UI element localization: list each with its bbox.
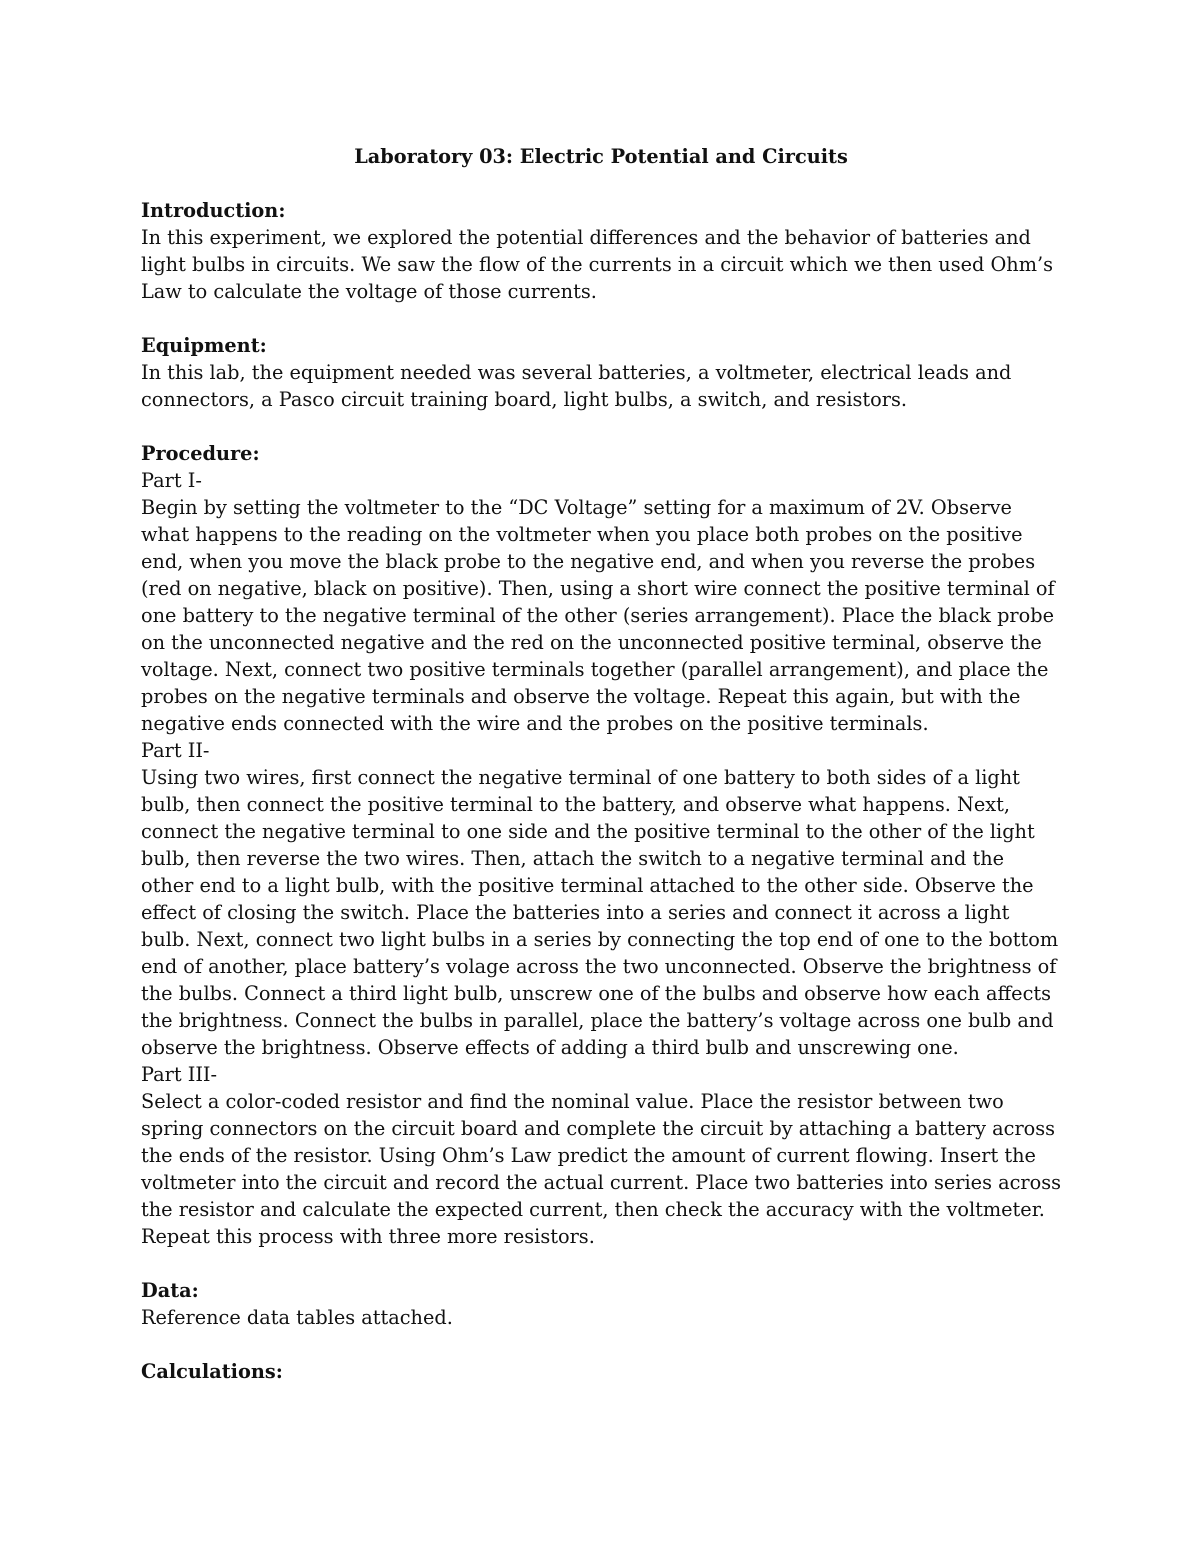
introduction-section [141, 197, 1061, 305]
data-text: Reference data tables attached. [141, 1306, 453, 1329]
document-body [141, 143, 1061, 1385]
procedure-section [141, 440, 1061, 1250]
equipment-section [141, 332, 1061, 413]
calculations-section [141, 1358, 1061, 1385]
introduction-text: In this experiment, we explored the potential differences and the behavior of batteries and light bulbs in circuits. We saw the flow of the currents in a circuit which we then used Ohm’s Law to calculate the voltage of those currents. [141, 226, 1053, 303]
procedure-part-1-text: Begin by setting the voltmeter to the “DC Voltage” setting for a maximum of 2V. Observe what happens to the reading on the voltmeter when you place both probes on the positive end, when you move the black probe to the negative end, and when you reverse the probes (red on negative, black on positive). Then, using a short wire connect the positive terminal of one battery to the negative terminal of the other (series arrangement). Place the black probe on the unconnected negative and the red on the unconnected positive terminal, observe the voltage. Next, connect two positive terminals together (parallel arrangement), and place the probes on the negative terminals and observe the voltage. Repeat this again, but with the negative ends connected with the wire and the probes on the positive terminals. [141, 496, 1055, 735]
calculations-heading: Calculations: [141, 1360, 283, 1383]
data-heading: Data: [141, 1279, 199, 1302]
procedure-part-2-label: Part II- [141, 739, 210, 762]
equipment-heading: Equipment: [141, 334, 267, 357]
equipment-text: In this lab, the equipment needed was several batteries, a voltmeter, electrical leads and connectors, a Pasco circuit training board, light bulbs, a switch, and resistors. [141, 361, 1012, 411]
introduction-heading: Introduction: [141, 199, 286, 222]
procedure-part-3-label: Part III- [141, 1063, 218, 1086]
procedure-part-3-text: Select a color-coded resistor and find the nominal value. Place the resistor between two spring connectors on the circuit board and complete the circuit by attaching a battery across the ends of the resistor. Using Ohm’s Law predict the amount of current flowing. Insert the voltmeter into the circuit and record the actual current. Place two batteries into series across the resistor and calculate the expected current, then check the accuracy with the voltmeter. Repeat this process with three more resistors. [141, 1090, 1062, 1248]
procedure-part-1-label: Part I- [141, 469, 202, 492]
procedure-part-2-text: Using two wires, first connect the negative terminal of one battery to both sides of a light bulb, then connect the positive terminal to the battery, and observe what happens. Next, connect the negative terminal to one side and the positive terminal to the other of the light bulb, then reverse the two wires. Then, attach the switch to a negative terminal and the other end to a light bulb, with the positive terminal attached to the other side. Observe the effect of closing the switch. Place the batteries into a series and connect it across a light bulb. Next, connect two light bulbs in a series by connecting the top end of one to the bottom end of another, place battery’s volage across the two unconnected. Observe the brightness of the bulbs. Connect a third light bulb, unscrew one of the bulbs and observe how each affects the brightness. Connect the bulbs in parallel, place the battery’s voltage across one bulb and observe the brightness. Observe effects of adding a third bulb and unscrewing one. [141, 766, 1059, 1059]
data-section [141, 1277, 1061, 1331]
document-title: Laboratory 03: Electric Potential and Circuits [354, 145, 848, 168]
procedure-heading: Procedure: [141, 442, 260, 465]
